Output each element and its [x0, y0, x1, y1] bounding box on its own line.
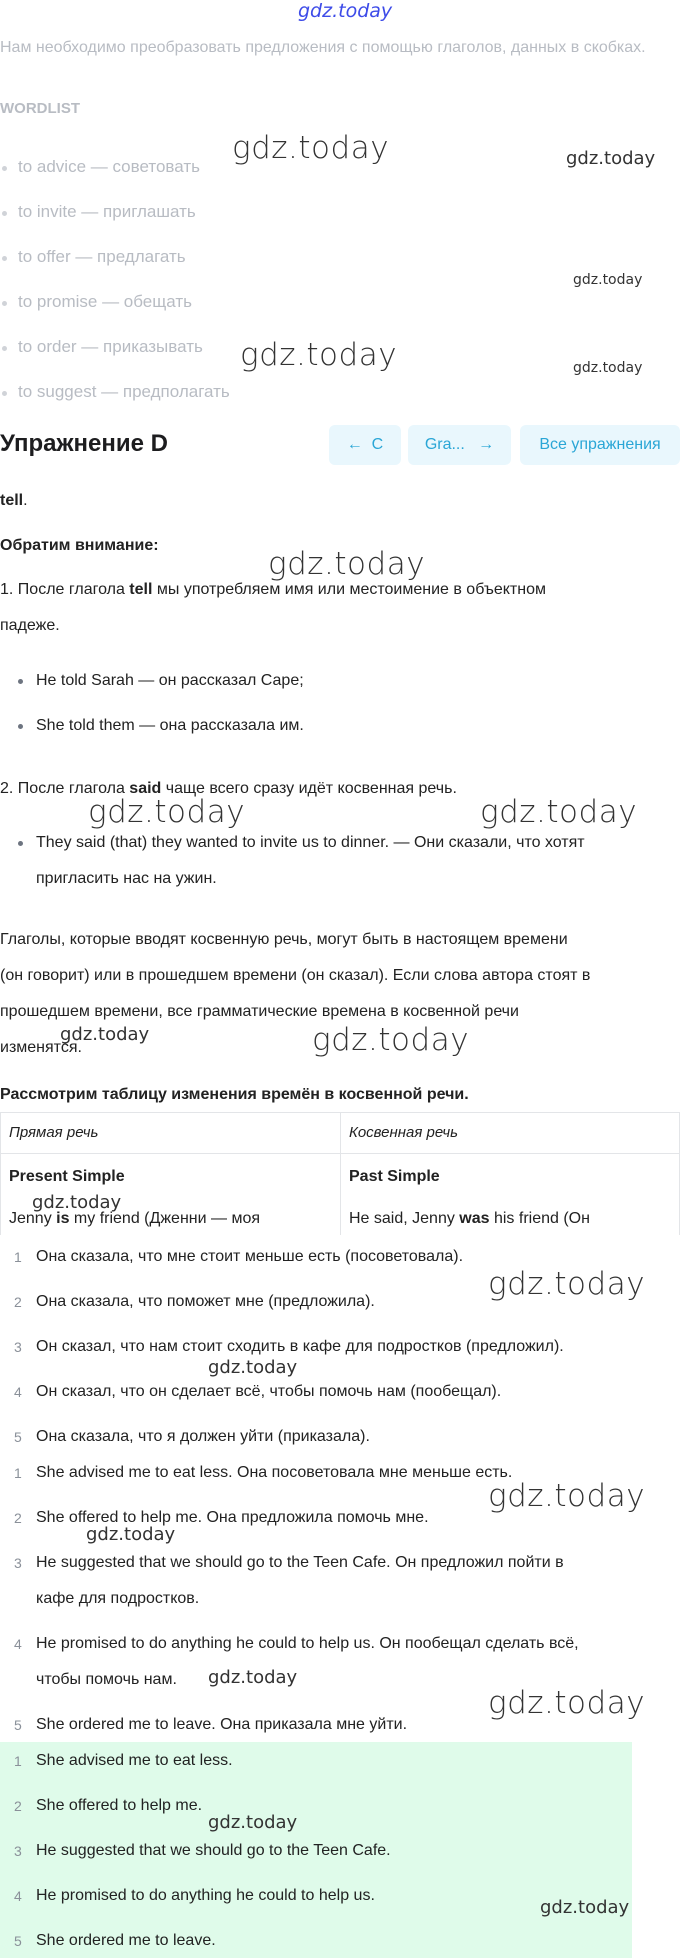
list-item: [14, 1239, 464, 1275]
item-text: She offered to help me. Она предложила помочь мне.: [36, 1509, 429, 1526]
example-text: his friend (Он: [489, 1210, 590, 1227]
item-text: He suggested that we should go to the Teen Cafe. Он предложил пойти в: [36, 1554, 564, 1571]
wordlist-item: to suggest — предполагать: [18, 382, 230, 401]
item-text: She advised me to eat less. Она посоветовала мне меньше есть.: [36, 1464, 513, 1481]
table-cell: [1, 1154, 341, 1241]
table-title: Рассмотрим таблицу изменения времён в косвенной речи.: [0, 1086, 469, 1103]
answer-text: She ordered me to leave.: [36, 1932, 216, 1949]
example-line: пригласить нас на ужин.: [36, 870, 217, 887]
tense-table: [0, 1112, 680, 1241]
item-number: 2: [14, 1294, 22, 1310]
list-item: [14, 1419, 370, 1455]
watermark: gdz.today: [208, 1667, 298, 1688]
point-1-cont: падеже.: [0, 617, 60, 634]
arrow-right-icon: →: [478, 436, 495, 453]
point-2: [0, 771, 457, 807]
example-item: He told Sarah — он рассказал Саре;: [36, 663, 304, 699]
item-number: 1: [14, 1753, 22, 1769]
watermark: gdz.today: [88, 794, 246, 830]
watermark: gdz.today: [208, 1357, 298, 1378]
answer-text: He promised to do anything he could to help us.: [36, 1887, 375, 1904]
watermark: gdz.today: [566, 148, 656, 169]
next-exercise-button[interactable]: [408, 425, 511, 465]
answer-item: [14, 1743, 233, 1779]
answer-text: She offered to help me.: [36, 1797, 203, 1814]
item-number: 3: [14, 1339, 22, 1355]
watermark: gdz.today: [488, 1685, 646, 1721]
item-text: He promised to do anything he could to help us. Он пообещал сделать всё,: [36, 1635, 579, 1652]
watermark: gdz.today: [240, 337, 398, 373]
watermark: gdz.today: [32, 1192, 122, 1213]
tell-dot: .: [23, 492, 28, 509]
list-item: [14, 1455, 513, 1491]
watermark: gdz.today: [86, 1524, 176, 1545]
point-2-text: 2. После глагола: [0, 780, 130, 797]
item-number: 4: [14, 1636, 22, 1652]
all-exercises-button[interactable]: [520, 425, 680, 465]
watermark: gdz.today: [540, 1897, 630, 1918]
point-1-verb: tell: [129, 581, 153, 598]
wordlist-item: to advice — советовать: [18, 157, 200, 176]
tell-line: [0, 483, 28, 519]
watermark: gdz.today: [488, 1266, 646, 1302]
answer-item: [14, 1878, 375, 1914]
item-number: 1: [14, 1465, 22, 1481]
example-verb: was: [459, 1210, 490, 1227]
list-item: [14, 1626, 579, 1698]
item-number: 2: [14, 1798, 22, 1814]
point-1-text: 1. После глагола: [0, 581, 130, 598]
watermark: gdz.today: [488, 1478, 646, 1514]
site-logo[interactable]: gdz.today: [298, 0, 393, 22]
item-number: 5: [14, 1933, 22, 1949]
prev-exercise-label: C: [371, 436, 384, 453]
answer-text: He suggested that we should go to the Teen Cafe.: [36, 1842, 391, 1859]
prev-exercise-button[interactable]: [329, 425, 401, 465]
point-2-text: чаще всего сразу идёт косвенная речь.: [161, 780, 457, 797]
list-item: [14, 1545, 564, 1617]
wordlist-item: to offer — предлагать: [18, 247, 186, 266]
paragraph-line: прошедшем времени, все грамматические времена в косвенной речи: [0, 1003, 519, 1020]
attention-heading: Обратим внимание:: [0, 537, 159, 554]
example-text: my friend (Дженни — моя: [69, 1210, 260, 1227]
example-line: They said (that) they wanted to invite us to dinner. — Они сказали, что хотят: [36, 834, 585, 851]
table-cell: [341, 1154, 680, 1241]
answer-item: [14, 1788, 203, 1824]
table-header-indirect: Косвенная речь: [341, 1113, 680, 1154]
answer-text: She advised me to eat less.: [36, 1752, 233, 1769]
next-exercise-label: Gra...: [424, 436, 465, 453]
item-number: 4: [14, 1888, 22, 1904]
all-exercises-label: Все упражнения: [539, 436, 661, 453]
item-text: Он сказал, что нам стоит сходить в кафе для подростков (предложил).: [36, 1338, 564, 1355]
item-text: Он сказал, что он сделает всё, чтобы помочь нам (пообещал).: [36, 1383, 502, 1400]
item-number: 3: [14, 1843, 22, 1859]
table-header-direct: Прямая речь: [1, 1113, 341, 1154]
item-text: Она сказала, что мне стоит меньше есть (посоветовала).: [36, 1248, 464, 1265]
paragraph-line: изменятся.: [0, 1039, 82, 1056]
wordlist-title: WORDLIST: [0, 100, 80, 117]
tense-name: Past Simple: [349, 1168, 440, 1185]
list-item: [14, 1707, 408, 1743]
watermark: gdz.today: [480, 794, 638, 830]
paragraph-line: Глаголы, которые вводят косвенную речь, могут быть в настоящем времени: [0, 931, 568, 948]
example-text: He said, Jenny: [349, 1210, 460, 1227]
item-number: 3: [14, 1555, 22, 1571]
answer-item: [14, 1923, 216, 1959]
list-item: [14, 1284, 375, 1320]
item-text: She ordered me to leave. Она приказала мне уйти.: [36, 1716, 408, 1733]
point-2-verb: said: [129, 780, 162, 797]
watermark: gdz.today: [312, 1022, 470, 1058]
task-intro: Нам необходимо преобразовать предложения с помощью глаголов, данных в скобках.: [0, 39, 646, 56]
tell-word: tell: [0, 492, 24, 509]
wordlist-item: to invite — приглашать: [18, 202, 196, 221]
watermark: gdz.today: [60, 1024, 150, 1045]
watermark: gdz.today: [573, 360, 643, 376]
item-text: кафе для подростков.: [36, 1590, 200, 1607]
watermark: gdz.today: [268, 546, 426, 582]
exercise-title: Упражнение D: [0, 430, 168, 457]
answer-item: [14, 1833, 391, 1869]
item-text: Она сказала, что я должен уйти (приказала).: [36, 1428, 370, 1445]
watermark: gdz.today: [573, 272, 643, 288]
item-number: 5: [14, 1429, 22, 1445]
example-item: [36, 825, 585, 897]
list-item: [14, 1374, 502, 1410]
example-text: Jenny: [9, 1210, 57, 1227]
wordlist-item: to order — приказывать: [18, 337, 203, 356]
example-verb: is: [56, 1210, 70, 1227]
watermark: gdz.today: [208, 1812, 298, 1833]
item-text: Она сказала, что поможет мне (предложила).: [36, 1293, 375, 1310]
paragraph-line: (он говорит) или в прошедшем времени (он сказал). Если слова автора стоят в: [0, 967, 591, 984]
item-number: 2: [14, 1510, 22, 1526]
list-item: [14, 1329, 564, 1365]
item-number: 1: [14, 1249, 22, 1265]
wordlist-item: to promise — обещать: [18, 292, 192, 311]
tense-name: Present Simple: [9, 1168, 125, 1185]
arrow-left-icon: ←: [346, 436, 363, 453]
item-text: чтобы помочь нам.: [36, 1671, 177, 1688]
list-item: [14, 1500, 429, 1536]
item-number: 5: [14, 1717, 22, 1733]
point-1-text: мы употребляем имя или местоимение в объектном: [152, 581, 546, 598]
watermark: gdz.today: [232, 130, 390, 166]
point-1: [0, 572, 546, 608]
item-number: 4: [14, 1384, 22, 1400]
example-item: She told them — она рассказала им.: [36, 708, 304, 744]
